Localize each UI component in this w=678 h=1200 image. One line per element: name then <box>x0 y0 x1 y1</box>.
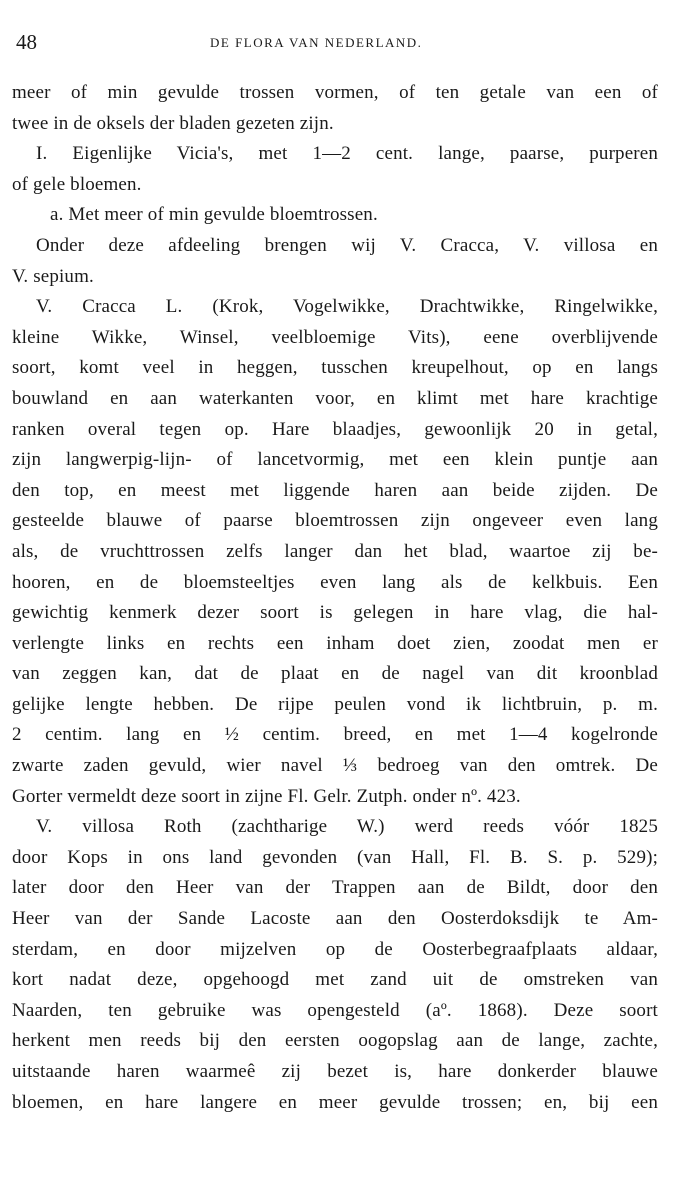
text-line: Naarden, ten gebruike was opengesteld (aº. 1868). Deze soort <box>12 999 658 1021</box>
text-line: verlengte links en rechts een inham doet zien, zoodat men er <box>12 632 658 654</box>
page-number: 48 <box>16 30 37 54</box>
text-line: ranken overal tegen op. Hare blaadjes, gewoonlijk 20 in getal, <box>12 418 658 440</box>
text-line: zijn langwerpig-lijn- of lancetvormig, met een klein puntje aan <box>12 449 658 471</box>
text-line: meer of min gevulde trossen vormen, of ten getale van een of <box>12 82 658 103</box>
text-line: V. villosa Roth (zachtharige W.) werd reeds vóór 1825 <box>36 816 658 838</box>
text-line: herkent men reeds bij den eersten oogopslag aan de lange, zachte, <box>12 1030 658 1052</box>
text-line: Onder deze afdeeling brengen wij V. Cracca, V. villosa en <box>36 234 658 256</box>
text-line: I. Eigenlijke Vicia's, met 1—2 cent. lange, paarse, purperen <box>36 143 658 165</box>
text-line: als, de vruchttrossen zelfs langer dan het blad, waartoe zij be- <box>12 540 658 562</box>
text-line: twee in de oksels der bladen gezeten zijn. <box>12 112 334 134</box>
text-line: door Kops in ons land gevonden (van Hall, Fl. B. S. p. 529); <box>12 846 658 868</box>
text-line: kleine Wikke, Winsel, veelbloemige Vits), eene overblijvende <box>12 326 658 348</box>
text-line: uitstaande haren waarmeê zij bezet is, hare donkerder blauwe <box>12 1061 658 1082</box>
text-line: sterdam, en door mijzelven op de Oosterbegraafplaats aldaar, <box>12 938 658 960</box>
page-header <box>14 30 664 54</box>
text-line: gesteelde blauwe of paarse bloemtrossen zijn ongeveer even lang <box>12 510 658 532</box>
text-line: V. Cracca L. (Krok, Vogelwikke, Drachtwikke, Ringelwikke, <box>36 296 658 318</box>
text-line: a. Met meer of min gevulde bloemtrossen. <box>50 204 378 226</box>
text-line: zwarte zaden gevuld, wier navel ⅓ bedroeg van den omtrek. De <box>12 755 658 777</box>
text-line: soort, komt veel in heggen, tusschen kreupelhout, op en langs <box>12 357 658 379</box>
text-line: later door den Heer van der Trappen aan de Bildt, door den <box>12 877 658 899</box>
body-text <box>12 78 658 1118</box>
text-line: kort nadat deze, opgehoogd met zand uit de omstreken van <box>12 969 658 991</box>
text-line: hooren, en de bloemsteeltjes even lang als de kelkbuis. Een <box>12 571 658 593</box>
text-line: Heer van der Sande Lacoste aan den Oosterdoksdijk te Am- <box>12 908 658 930</box>
running-head: DE FLORA VAN NEDERLAND. <box>210 35 423 50</box>
text-line: gewichtig kenmerk dezer soort is gelegen in hare vlag, die hal- <box>12 602 658 624</box>
text-line: bouwland en aan waterkanten voor, en klimt met hare krachtige <box>12 387 658 409</box>
text-line: of gele bloemen. <box>12 173 142 195</box>
text-line: V. sepium. <box>12 265 94 287</box>
text-line: 2 centim. lang en ½ centim. breed, en met 1—4 kogelronde <box>12 724 658 746</box>
text-line: bloemen, en hare langere en meer gevulde trossen; en, bij een <box>12 1091 658 1113</box>
text-line: gelijke lengte hebben. De rijpe peulen vond ik lichtbruin, p. m. <box>12 693 658 715</box>
text-line: van zeggen kan, dat de plaat en de nagel van dit kroonblad <box>12 663 658 685</box>
text-line: Gorter vermeldt deze soort in zijne Fl. Gelr. Zutph. onder nº. 423. <box>12 785 521 807</box>
text-line: den top, en meest met liggende haren aan beide zijden. De <box>12 479 658 501</box>
